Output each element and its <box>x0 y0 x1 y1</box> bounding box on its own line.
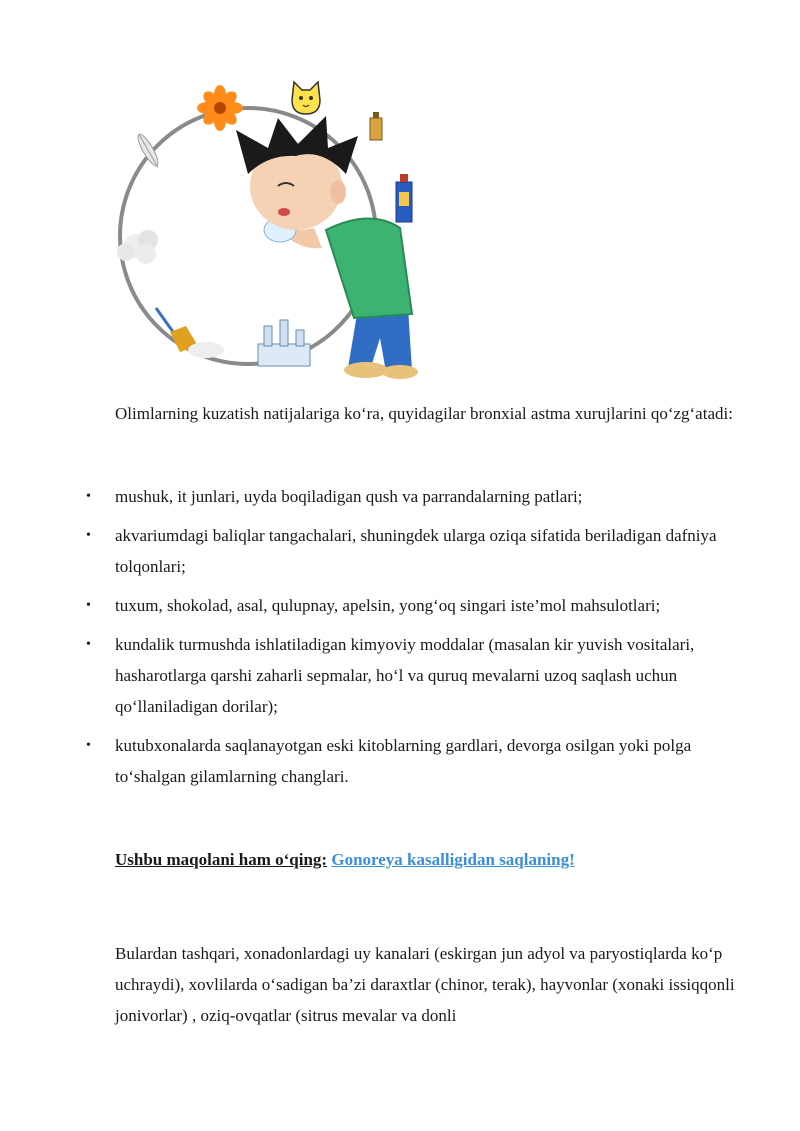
spray-can-icon <box>370 112 382 140</box>
cat-icon <box>292 82 320 114</box>
boy-figure <box>236 116 418 379</box>
list-item: • mushuk, it junlari, uyda boqiladigan qush va parrandalarning patlari; <box>84 481 764 512</box>
list-item: • kutubxonalarda saqlanayotgan eski kitoblarning gardlari, devorga osilgan yoki polga to‘shalgan gilamlarning changlari. <box>84 730 764 792</box>
triggers-list <box>84 481 764 800</box>
asthma-triggers-illustration <box>108 78 438 380</box>
dust-cloud-icon <box>117 230 158 264</box>
feather-icon <box>135 132 163 170</box>
list-item: • kundalik turmushda ishlatiladigan kimyoviy moddalar (masalan kir yuvish vositalari, hasharotlarga qarshi zaharli sepmalar, ho‘l va quruq mevalarni uzoq saqlash uchun qo‘llaniladigan dorilar); <box>84 629 764 722</box>
list-item: • akvariumdagi baliqlar tangachalari, shuningdek ularga oziqa sifatida beriladigan dafniya tolqonlari; <box>84 520 764 582</box>
chemicals-icon <box>258 320 310 366</box>
closing-paragraph: Bulardan tashqari, xonadonlardagi uy kanalari (eskirgan jun adyol va paryostiqlarda ko‘p uchraydi), xovlilarda o‘sadigan ba’zi daraxtlar (chinor, terak), hayvonlar (xonaki issiqqonli jonivorlar) , oziq-ovqatlar (sitrus mevalar va donli <box>115 944 735 1025</box>
intro-paragraph: Olimlarning kuzatish natijalariga ko‘ra, quyidagilar bronxial astma xurujlarini qo‘zg‘atadi: <box>115 404 733 423</box>
inhaler-icon <box>396 174 412 222</box>
bullet-icon: • <box>86 489 91 504</box>
flower-icon <box>197 85 243 131</box>
list-item: • tuxum, shokolad, asal, qulupnay, apelsin, yong‘oq singari iste’mol mahsulotlari; <box>84 590 764 621</box>
read-also-label: Ushbu maqolani ham o‘qing: <box>115 850 328 869</box>
bullet-icon: • <box>86 637 91 652</box>
read-also <box>115 844 575 875</box>
read-also-link[interactable]: Gonoreya kasalligidan saqlaning! <box>331 850 575 869</box>
bullet-icon: • <box>86 598 91 613</box>
bullet-icon: • <box>86 528 91 543</box>
bullet-icon: • <box>86 738 91 753</box>
